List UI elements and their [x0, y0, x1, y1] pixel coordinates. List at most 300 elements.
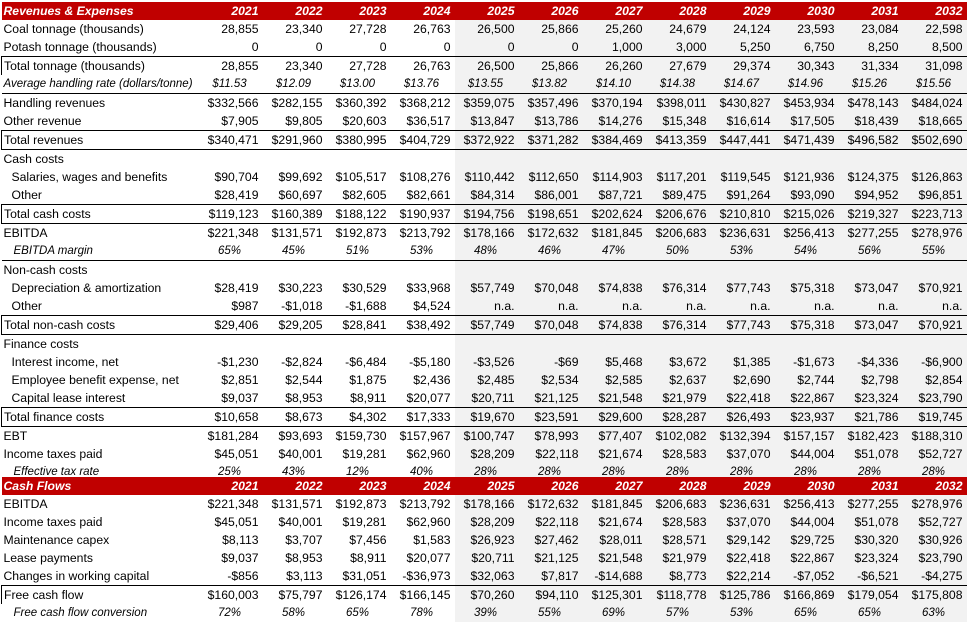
value-cell-2026: $172,632 — [519, 224, 583, 243]
value-cell-2029: $77,743 — [711, 316, 775, 335]
revenues-row — [2, 150, 967, 169]
value-cell-2021: $340,471 — [199, 131, 263, 150]
year-header-2032: 2032 — [903, 477, 967, 495]
value-cell-2032: $23,790 — [903, 549, 967, 567]
value-cell-2024: $4,524 — [413, 298, 451, 313]
value-cell-2028: $206,683 — [647, 224, 711, 243]
row-label: Other revenue — [3, 113, 82, 128]
value-cell-2022: $131,571 — [271, 225, 323, 240]
value-cell-2025 — [455, 335, 519, 354]
value-cell-2025: 26,500 — [455, 57, 519, 76]
revenues-row — [2, 316, 967, 335]
value-cell-2031: $15.26 — [839, 75, 903, 94]
value-cell-2021: $10,658 — [199, 408, 263, 427]
value-cell-2024: -$5,180 — [409, 354, 451, 369]
value-cell-2030: 30,343 — [775, 57, 839, 76]
value-cell-2023: $19,281 — [342, 446, 387, 461]
value-cell-2028: $28,583 — [647, 513, 711, 531]
value-cell-2025: $13.55 — [455, 75, 519, 94]
value-cell-2028 — [647, 261, 711, 280]
value-cell-2027: 69% — [583, 604, 647, 622]
value-cell-2025: $110,442 — [455, 168, 519, 186]
value-cell-2031: $51,078 — [839, 513, 903, 531]
value-cell-2024: 0 — [443, 39, 451, 54]
value-cell-2022: 23,340 — [263, 57, 327, 76]
value-cell-2023: 27,728 — [349, 21, 387, 36]
value-cell-2027: $21,674 — [583, 513, 647, 531]
value-cell-2032: $52,727 — [903, 445, 967, 463]
value-cell-2027: $384,469 — [583, 131, 647, 150]
revenues-row — [2, 224, 967, 243]
year-header-2032: 2032 — [903, 2, 967, 20]
value-cell-2024: $20,077 — [406, 550, 451, 565]
value-cell-2025: $194,756 — [455, 205, 519, 224]
year-header-2024: 2024 — [391, 2, 455, 20]
value-cell-2030 — [775, 335, 839, 354]
value-cell-2030 — [775, 150, 839, 169]
value-cell-2030: $22,867 — [775, 389, 839, 408]
value-cell-2029 — [711, 335, 775, 354]
value-cell-2025: $28,209 — [455, 445, 519, 463]
value-cell-2028: 57% — [647, 604, 711, 622]
value-cell-2031: 65% — [839, 604, 903, 622]
row-label: EBT — [3, 428, 28, 443]
value-cell-2026: $198,651 — [519, 205, 583, 224]
value-cell-2027: n.a. — [583, 297, 647, 316]
value-cell-2026: 25,866 — [519, 57, 583, 76]
row-label: Total cash costs — [2, 205, 199, 224]
value-cell-2026: $371,282 — [519, 131, 583, 150]
row-label: Total revenues — [2, 131, 199, 150]
value-cell-2030: $14.96 — [775, 75, 839, 94]
value-cell-2032: 55% — [903, 242, 967, 261]
value-cell-2026 — [519, 261, 583, 280]
value-cell-2027 — [583, 150, 647, 169]
value-cell-2021: $160,003 — [199, 586, 263, 605]
year-header-2023: 2023 — [327, 2, 391, 20]
value-cell-2027: $21,548 — [583, 389, 647, 408]
value-cell-2032: $175,808 — [903, 586, 967, 605]
value-cell-2021 — [199, 335, 263, 354]
year-header-2022: 2022 — [263, 2, 327, 20]
value-cell-2025: $20,711 — [455, 389, 519, 408]
value-cell-2031: $23,324 — [839, 389, 903, 408]
value-cell-2031: $30,320 — [839, 531, 903, 549]
value-cell-2031: $182,423 — [839, 427, 903, 446]
value-cell-2025: $20,711 — [455, 549, 519, 567]
row-label: Total finance costs — [2, 408, 199, 427]
value-cell-2028: $398,011 — [647, 94, 711, 113]
value-cell-2030: $166,869 — [775, 586, 839, 605]
value-cell-2032: 63% — [903, 604, 967, 622]
value-cell-2024: 26,763 — [391, 57, 455, 76]
row-label: Potash tonnage (thousands) — [3, 39, 157, 54]
value-cell-2022: $2,544 — [285, 372, 323, 387]
year-header-2029: 2029 — [711, 477, 775, 495]
value-cell-2031: 23,084 — [839, 20, 903, 38]
year-header-2021: 2021 — [199, 477, 263, 495]
value-cell-2029: $210,810 — [711, 205, 775, 224]
value-cell-2022: 43% — [281, 465, 306, 478]
value-cell-2021: $332,566 — [207, 95, 259, 110]
value-cell-2032: n.a. — [903, 297, 967, 316]
revenues-row — [2, 297, 967, 316]
value-cell-2023: $8,911 — [350, 390, 387, 405]
revenues-row — [2, 20, 967, 38]
revenues-header-row — [2, 2, 967, 20]
value-cell-2032: $70,921 — [903, 316, 967, 335]
value-cell-2032: -$6,900 — [903, 353, 967, 371]
value-cell-2024: $368,212 — [399, 95, 451, 110]
value-cell-2032: $30,926 — [903, 531, 967, 549]
value-cell-2030: $157,157 — [775, 427, 839, 446]
value-cell-2032: $52,727 — [903, 513, 967, 531]
value-cell-2025 — [455, 261, 519, 280]
value-cell-2023 — [327, 335, 391, 354]
value-cell-2026: $22,118 — [519, 445, 583, 463]
value-cell-2024: 78% — [409, 606, 434, 619]
row-label: Total non-cash costs — [2, 316, 199, 335]
value-cell-2031: -$4,336 — [839, 353, 903, 371]
row-label: Free cash flow — [2, 586, 199, 605]
value-cell-2029: 53% — [711, 242, 775, 261]
value-cell-2031: $18,439 — [839, 112, 903, 131]
row-label: Average handling rate (dollars/tonne) — [2, 75, 199, 94]
revenues-row — [2, 168, 967, 186]
value-cell-2026: 28% — [519, 463, 583, 481]
value-cell-2021: $119,123 — [199, 205, 263, 224]
year-header-2022: 2022 — [263, 477, 327, 495]
value-cell-2027: $2,585 — [583, 371, 647, 389]
row-label: Employee benefit expense, net — [11, 372, 179, 387]
value-cell-2028: $76,314 — [647, 316, 711, 335]
value-cell-2029: 5,250 — [711, 38, 775, 57]
value-cell-2026: $2,534 — [519, 371, 583, 389]
value-cell-2025: $372,922 — [455, 131, 519, 150]
cashflows-row — [2, 567, 967, 586]
value-cell-2030: -$1,673 — [775, 353, 839, 371]
revenues-row — [2, 261, 967, 280]
value-cell-2023: $4,302 — [327, 408, 391, 427]
value-cell-2030: 65% — [775, 604, 839, 622]
value-cell-2023: $360,392 — [335, 95, 387, 110]
year-header-2023: 2023 — [327, 477, 391, 495]
value-cell-2026: $13.82 — [519, 75, 583, 94]
value-cell-2030 — [775, 261, 839, 280]
year-header-2025: 2025 — [455, 2, 519, 20]
value-cell-2025: 26,500 — [455, 20, 519, 38]
value-cell-2026: $357,496 — [519, 94, 583, 113]
value-cell-2022: $40,001 — [278, 446, 323, 461]
value-cell-2032: $188,310 — [903, 427, 967, 446]
value-cell-2021: $29,406 — [199, 316, 263, 335]
revenues-row — [2, 279, 967, 297]
value-cell-2023: $7,456 — [349, 532, 387, 547]
value-cell-2028: $89,475 — [647, 186, 711, 205]
row-label: Cash costs — [3, 151, 64, 166]
value-cell-2021: 0 — [251, 39, 259, 54]
value-cell-2027: $202,624 — [583, 205, 647, 224]
value-cell-2032: $15.56 — [903, 75, 967, 94]
value-cell-2025: $84,314 — [455, 186, 519, 205]
value-cell-2022: $30,223 — [278, 280, 323, 295]
value-cell-2028: 50% — [647, 242, 711, 261]
value-cell-2021: -$856 — [227, 568, 259, 583]
value-cell-2021: $2,851 — [221, 372, 259, 387]
value-cell-2022: $3,113 — [286, 568, 323, 583]
value-cell-2032: $19,745 — [903, 408, 967, 427]
value-cell-2021: $9,037 — [221, 550, 259, 565]
value-cell-2031: 28% — [839, 463, 903, 481]
value-cell-2032: $278,976 — [903, 224, 967, 243]
value-cell-2025: 0 — [455, 38, 519, 57]
value-cell-2022: $3,707 — [285, 532, 323, 547]
value-cell-2023 — [327, 150, 391, 169]
value-cell-2022: $291,960 — [263, 131, 327, 150]
row-label: Other — [11, 298, 42, 313]
value-cell-2027: $87,721 — [583, 186, 647, 205]
value-cell-2022 — [263, 335, 327, 354]
value-cell-2028: $206,676 — [647, 205, 711, 224]
revenues-section-title: Revenues & Expenses — [2, 2, 199, 20]
value-cell-2023: 51% — [327, 242, 391, 261]
row-label: Income taxes paid — [3, 446, 103, 461]
year-header-2026: 2026 — [519, 477, 583, 495]
value-cell-2024: $1,583 — [413, 532, 451, 547]
year-header-2024: 2024 — [391, 477, 455, 495]
value-cell-2030: $29,725 — [775, 531, 839, 549]
value-cell-2029: $77,743 — [711, 279, 775, 297]
value-cell-2030: 54% — [775, 242, 839, 261]
value-cell-2022: $282,155 — [271, 95, 323, 110]
value-cell-2029: $236,631 — [711, 224, 775, 243]
value-cell-2029: $91,264 — [711, 186, 775, 205]
value-cell-2030: $471,439 — [775, 131, 839, 150]
year-header-2021: 2021 — [199, 2, 263, 20]
value-cell-2031: $21,786 — [839, 408, 903, 427]
value-cell-2028: $2,637 — [647, 371, 711, 389]
value-cell-2025: $13,847 — [455, 112, 519, 131]
value-cell-2027: $14,276 — [583, 112, 647, 131]
value-cell-2023: $159,730 — [335, 428, 387, 443]
revenues-row — [2, 131, 967, 150]
value-cell-2030: $44,004 — [775, 445, 839, 463]
value-cell-2029: n.a. — [711, 297, 775, 316]
value-cell-2029: $430,827 — [711, 94, 775, 113]
value-cell-2029: $22,418 — [711, 549, 775, 567]
value-cell-2025: $2,485 — [455, 371, 519, 389]
value-cell-2026: 55% — [519, 604, 583, 622]
cashflows-header-row — [2, 477, 967, 495]
row-label: Free cash flow conversion — [13, 606, 148, 619]
value-cell-2024: $20,077 — [406, 390, 451, 405]
row-label: Changes in working capital — [3, 568, 150, 583]
value-cell-2026: $78,993 — [519, 427, 583, 446]
year-header-2025: 2025 — [455, 477, 519, 495]
value-cell-2031: 8,250 — [839, 38, 903, 57]
value-cell-2024: $108,276 — [399, 169, 451, 184]
row-label: Finance costs — [3, 336, 79, 351]
value-cell-2022: $75,797 — [263, 586, 327, 605]
revenues-expenses-table — [1, 2, 967, 481]
value-cell-2021: 28,855 — [221, 21, 259, 36]
value-cell-2028: $118,778 — [647, 586, 711, 605]
row-label: Other — [11, 187, 42, 202]
value-cell-2032: 8,500 — [903, 38, 967, 57]
value-cell-2029: $22,214 — [711, 567, 775, 586]
value-cell-2023: $8,911 — [350, 550, 387, 565]
value-cell-2028: $206,683 — [647, 495, 711, 513]
year-header-2031: 2031 — [839, 477, 903, 495]
value-cell-2023: $28,841 — [327, 316, 391, 335]
value-cell-2029 — [711, 261, 775, 280]
revenues-row — [2, 427, 967, 446]
revenues-row — [2, 205, 967, 224]
value-cell-2029: 28% — [711, 463, 775, 481]
value-cell-2025: $359,075 — [455, 94, 519, 113]
value-cell-2027 — [583, 335, 647, 354]
value-cell-2030: $44,004 — [775, 513, 839, 531]
value-cell-2026 — [519, 335, 583, 354]
value-cell-2029: $2,690 — [711, 371, 775, 389]
cashflows-row — [2, 531, 967, 549]
value-cell-2029: $37,070 — [711, 445, 775, 463]
value-cell-2023: $31,051 — [342, 568, 387, 583]
value-cell-2032 — [903, 261, 967, 280]
value-cell-2021: $181,284 — [207, 428, 259, 443]
value-cell-2029: $26,493 — [711, 408, 775, 427]
row-label: Lease payments — [3, 550, 93, 565]
value-cell-2026: $21,125 — [519, 549, 583, 567]
cashflows-row — [2, 495, 967, 513]
value-cell-2023: $20,603 — [342, 113, 387, 128]
value-cell-2021: $45,051 — [214, 446, 259, 461]
value-cell-2031: $51,078 — [839, 445, 903, 463]
value-cell-2028: n.a. — [647, 297, 711, 316]
value-cell-2026: $112,650 — [519, 168, 583, 186]
value-cell-2027: $370,194 — [583, 94, 647, 113]
value-cell-2028: $117,201 — [647, 168, 711, 186]
value-cell-2025: $28,209 — [455, 513, 519, 531]
value-cell-2022: $8,953 — [285, 390, 323, 405]
value-cell-2023: $30,529 — [342, 280, 387, 295]
value-cell-2028: $102,082 — [647, 427, 711, 446]
value-cell-2024: $38,492 — [391, 316, 455, 335]
year-header-2027: 2027 — [583, 2, 647, 20]
value-cell-2024: $36,517 — [406, 113, 451, 128]
value-cell-2028: $14.38 — [647, 75, 711, 94]
value-cell-2027: 1,000 — [583, 38, 647, 57]
value-cell-2030: $22,867 — [775, 549, 839, 567]
value-cell-2032: 22,598 — [903, 20, 967, 38]
value-cell-2023: $380,995 — [327, 131, 391, 150]
value-cell-2025: n.a. — [455, 297, 519, 316]
value-cell-2027: $14.10 — [583, 75, 647, 94]
value-cell-2021 — [199, 261, 263, 280]
value-cell-2023 — [327, 261, 391, 280]
row-label: Depreciation & amortization — [11, 280, 162, 295]
value-cell-2023: $13.00 — [327, 75, 391, 94]
cash-flows-table — [1, 477, 967, 622]
value-cell-2029: 29,374 — [711, 57, 775, 76]
value-cell-2025: $19,670 — [455, 408, 519, 427]
row-label: Coal tonnage (thousands) — [3, 21, 144, 36]
value-cell-2021: $28,419 — [214, 280, 259, 295]
value-cell-2023: $1,875 — [349, 372, 387, 387]
value-cell-2021: $221,348 — [207, 225, 259, 240]
value-cell-2027: $28,011 — [583, 531, 647, 549]
value-cell-2026: $13,786 — [519, 112, 583, 131]
value-cell-2032 — [903, 150, 967, 169]
value-cell-2021: -$1,230 — [217, 354, 259, 369]
value-cell-2025: 39% — [455, 604, 519, 622]
value-cell-2029: $236,631 — [711, 495, 775, 513]
value-cell-2023: -$6,484 — [345, 354, 387, 369]
value-cell-2023: $126,174 — [327, 586, 391, 605]
year-header-2028: 2028 — [647, 2, 711, 20]
value-cell-2021 — [199, 150, 263, 169]
value-cell-2030: $2,744 — [775, 371, 839, 389]
cashflows-row — [2, 513, 967, 531]
value-cell-2032: $126,863 — [903, 168, 967, 186]
value-cell-2028: $28,287 — [647, 408, 711, 427]
value-cell-2032: $70,921 — [903, 279, 967, 297]
value-cell-2026: $94,110 — [519, 586, 583, 605]
value-cell-2024: $213,792 — [399, 225, 451, 240]
value-cell-2027 — [583, 261, 647, 280]
value-cell-2024 — [391, 150, 455, 169]
value-cell-2025: -$3,526 — [455, 353, 519, 371]
value-cell-2027: 26,260 — [583, 57, 647, 76]
value-cell-2026: $172,632 — [519, 495, 583, 513]
value-cell-2026: $7,817 — [519, 567, 583, 586]
year-header-2026: 2026 — [519, 2, 583, 20]
value-cell-2028: $413,359 — [647, 131, 711, 150]
value-cell-2027: 47% — [583, 242, 647, 261]
value-cell-2030: $215,026 — [775, 205, 839, 224]
value-cell-2023: 0 — [379, 39, 387, 54]
revenues-row — [2, 75, 967, 94]
value-cell-2021: $11.53 — [199, 75, 263, 94]
value-cell-2024: 26,763 — [413, 21, 451, 36]
row-label: Handling revenues — [3, 95, 106, 110]
cashflows-row — [2, 604, 967, 622]
value-cell-2021: $7,905 — [221, 113, 259, 128]
value-cell-2022: 23,340 — [285, 21, 323, 36]
row-label: EBITDA margin — [2, 242, 199, 261]
value-cell-2031: $277,255 — [839, 224, 903, 243]
value-cell-2023: -$1,688 — [345, 298, 387, 313]
value-cell-2030: $121,936 — [775, 168, 839, 186]
value-cell-2030: 23,593 — [775, 20, 839, 38]
value-cell-2021: 28,855 — [199, 57, 263, 76]
value-cell-2026: -$69 — [519, 353, 583, 371]
value-cell-2021: 65% — [199, 242, 263, 261]
value-cell-2024: $17,333 — [391, 408, 455, 427]
year-header-2030: 2030 — [775, 2, 839, 20]
revenues-row — [2, 389, 967, 408]
value-cell-2023: $19,281 — [342, 514, 387, 529]
revenues-row — [2, 353, 967, 371]
value-cell-2030: $93,090 — [775, 186, 839, 205]
value-cell-2029: $125,786 — [711, 586, 775, 605]
value-cell-2023: $105,517 — [335, 169, 387, 184]
row-label: EBITDA — [3, 496, 48, 511]
value-cell-2031: $94,952 — [839, 186, 903, 205]
value-cell-2031: $73,047 — [839, 279, 903, 297]
value-cell-2032: $23,790 — [903, 389, 967, 408]
value-cell-2031 — [839, 261, 903, 280]
